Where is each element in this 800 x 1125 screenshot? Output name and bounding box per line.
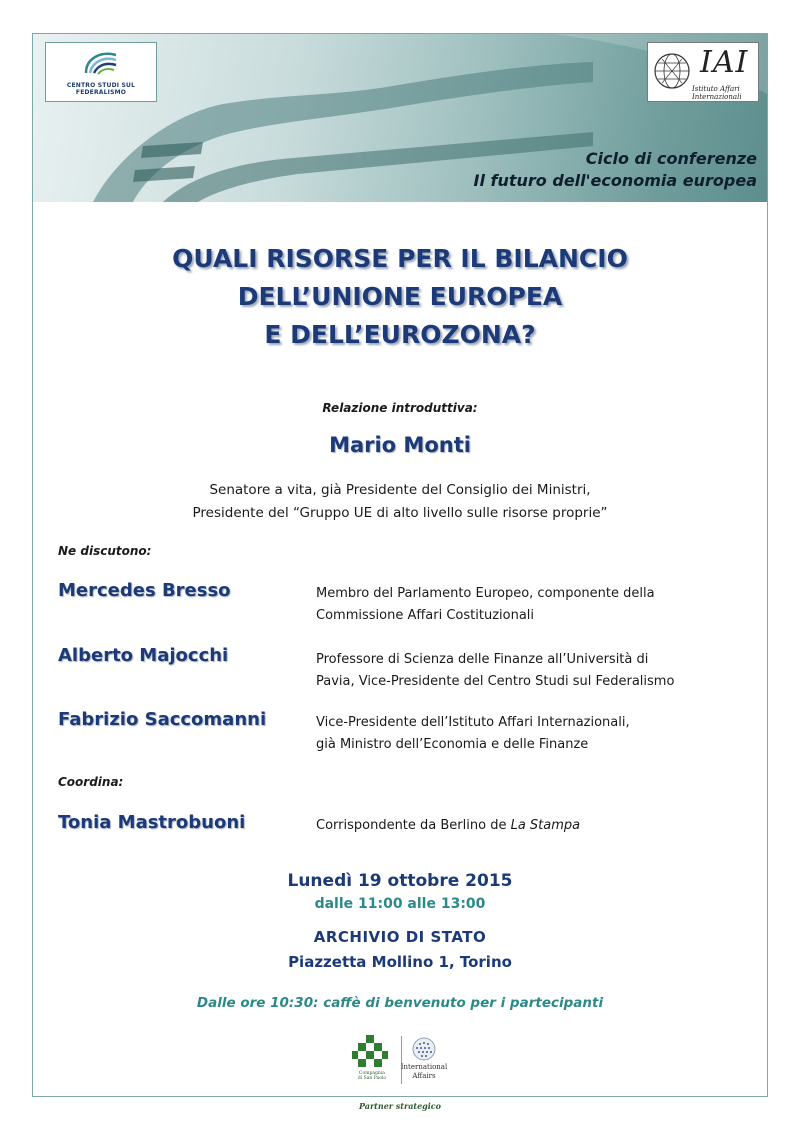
event-date: Lunedì 19 ottobre 2015 — [287, 871, 513, 891]
international-affairs-logo — [396, 1036, 452, 1086]
csf-logo-name: CENTRO STUDI SUL FEDERALISMO — [66, 82, 136, 96]
dotted-globe-icon — [396, 1036, 452, 1062]
conference-series — [474, 148, 757, 192]
compagnia-caption-line-1: Compagnia — [359, 1071, 385, 1076]
moderator-publication: La Stampa — [510, 818, 581, 833]
series-line-2: Il futuro dell'economia europea — [473, 171, 757, 190]
series-line-1: Ciclo di conferenze — [585, 149, 757, 168]
title-line-2: DELL’UNIONE EUROPEA — [237, 282, 563, 311]
panelist-role — [316, 712, 756, 756]
moderator-role-text: Corrispondente da Berlino de — [316, 818, 511, 833]
panelist-name: Fabrizio Saccomanni — [58, 709, 267, 730]
keynote-speaker-role — [0, 479, 800, 525]
iai-logo-abbr: IAI — [700, 45, 749, 80]
moderator-role — [316, 815, 756, 837]
panelist-role-line-2: Commissione Affari Costituzionali — [316, 608, 535, 623]
keynote-role-line-1: Senatore a vita, già Presidente del Consiglio dei Ministri, — [209, 482, 591, 498]
iai-logo — [647, 42, 759, 102]
csf-logo — [45, 42, 157, 102]
panelist-name: Alberto Majocchi — [58, 645, 229, 666]
panel-label: Ne discutono: — [58, 544, 152, 558]
keynote-label: Relazione introduttiva: — [322, 401, 478, 415]
ia-caption-line-2: Affairs — [412, 1072, 436, 1080]
moderator-label: Coordina: — [58, 775, 124, 789]
event-venue: ARCHIVIO DI STATO — [313, 928, 487, 946]
panelist-role — [316, 649, 756, 693]
title-line-3: E DELL’EUROZONA? — [264, 320, 536, 349]
header-banner — [33, 34, 767, 202]
event-address: Piazzetta Mollino 1, Torino — [288, 953, 512, 971]
csf-swirl-icon — [46, 43, 156, 83]
keynote-speaker-name: Mario Monti — [329, 433, 471, 457]
panelist-name: Mercedes Bresso — [58, 580, 231, 601]
panelist-role-line-1: Vice-Presidente dell’Istituto Affari Internazionali, — [316, 715, 630, 730]
panelist-role — [316, 583, 756, 627]
compagnia-san-paolo-logo — [352, 1035, 392, 1087]
event-title — [60, 240, 740, 354]
panelist-role-line-1: Professore di Scienza delle Finanze all’Università di — [316, 652, 649, 667]
globe-icon — [652, 51, 692, 91]
ia-caption-line-1: International — [400, 1063, 448, 1071]
compagnia-caption-line-2: di San Paolo — [357, 1076, 387, 1081]
moderator-name: Tonia Mastrobuoni — [58, 812, 246, 833]
panelist-role-line-1: Membro del Parlamento Europeo, componente della — [316, 586, 655, 601]
checker-cross-icon — [352, 1035, 392, 1069]
panelist-role-line-2: già Ministro dell’Economia e delle Finanze — [316, 737, 589, 752]
partner-label: Partner strategico — [358, 1101, 442, 1111]
event-time: dalle 11:00 alle 13:00 — [314, 896, 486, 912]
keynote-role-line-2: Presidente del “Gruppo UE di alto livello sulle risorse proprie” — [192, 505, 608, 521]
compagnia-caption — [346, 1071, 398, 1081]
title-line-1: QUALI RISORSE PER IL BILANCIO — [172, 244, 628, 273]
welcome-coffee-note: Dalle ore 10:30: caffè di benvenuto per i partecipanti — [196, 995, 604, 1011]
panelist-role-line-2: Pavia, Vice-Presidente del Centro Studi sul Federalismo — [316, 674, 675, 689]
international-affairs-caption — [396, 1063, 452, 1081]
iai-logo-name: Istituto Affari Internazionali — [692, 85, 742, 101]
